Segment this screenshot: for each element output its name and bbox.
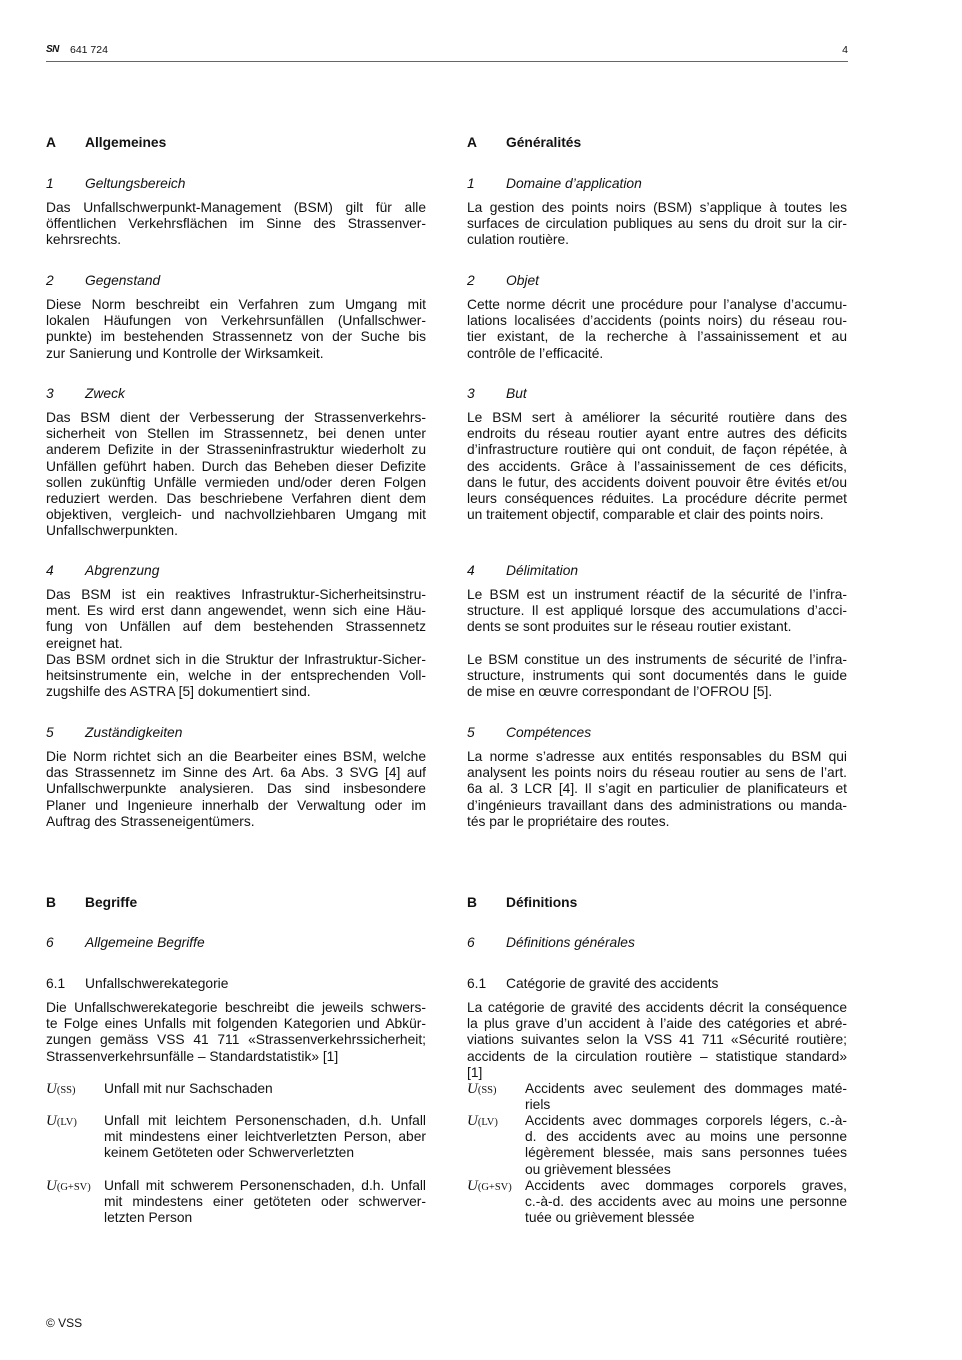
definition-term	[467, 1113, 525, 1178]
section-title: Catégorie de gravité des accidents	[506, 976, 719, 991]
term-subscript: (G+SV)	[477, 1182, 512, 1193]
text-line: Auftrag des Strasseneigentümers.	[46, 813, 255, 829]
section-number: 5	[46, 725, 54, 740]
text-line: zur Sanierung und Kontrolle der Wirksamkeit.	[46, 345, 324, 361]
text-line: ment. Es wird erst dann angewendet, wenn sich eine Häu-	[46, 603, 426, 619]
section-title: Zweck	[85, 386, 125, 401]
section-6-1-text	[467, 1000, 847, 1081]
text-line: culation routière.	[467, 232, 570, 248]
section-number: 6.1	[467, 976, 487, 991]
section-5-heading	[46, 725, 426, 741]
text-line: letzten Person	[104, 1210, 193, 1226]
section-2-heading	[46, 273, 426, 289]
part-a-heading	[46, 135, 426, 151]
text-line: lations localisées d’accidents (points noirs) du réseau rou-	[467, 313, 847, 329]
section-title: But	[506, 386, 527, 401]
definition-u-g-sv	[467, 1178, 847, 1227]
text-line: Unfällen geführt haben. Durch das Beheben dieser Defizite	[46, 458, 426, 474]
section-4-heading	[467, 563, 847, 579]
section-number: 4	[46, 563, 54, 578]
section-3-heading	[467, 386, 847, 402]
german-column	[46, 0, 426, 1360]
definition-term	[46, 1178, 104, 1227]
text-line: riels	[525, 1097, 551, 1113]
term-symbol: U	[46, 1081, 57, 1097]
section-1-text	[467, 200, 847, 249]
part-letter: A	[467, 135, 477, 150]
text-line: Accidents avec dommages corporels graves,	[525, 1178, 847, 1193]
text-line: te Folge eines Unfalls mit folgenden Kategorien und Abkür-	[46, 1016, 426, 1032]
text-line: zugshilfe des ASTRA [5] dokumentiert sind.	[46, 684, 311, 700]
text-line: Le BSM sert à améliorer la sécurité routière dans des	[467, 410, 847, 425]
section-6-1-text	[46, 1000, 426, 1065]
term-subscript: (SS)	[56, 1085, 76, 1096]
text-line: Strassenverkehrsunfälle – Standardstatistik» [1]	[46, 1048, 339, 1064]
text-line: mit mindestens einer getöteten oder schwerver-	[104, 1194, 426, 1210]
text-line: surfaces de circulation publiques au sens du droit sur la cir-	[467, 216, 847, 232]
text-line: la plus grave d’un accident à l’aide des catégories et abré-	[467, 1016, 847, 1032]
term-subscript: (LV)	[477, 1117, 498, 1128]
section-number: 1	[46, 176, 54, 191]
text-line: mit mindestens einer leichtverletzten Person, aber	[104, 1129, 426, 1145]
section-title: Définitions générales	[506, 935, 635, 950]
section-title: Compétences	[506, 725, 592, 740]
text-line: accidents de la circulation routière – statistique standard»	[467, 1048, 847, 1064]
text-line: d’ingénieurs travaillant dans des administrations ou manda-	[467, 797, 847, 813]
section-number: 3	[467, 386, 475, 401]
text-line: La norme s’adresse aux entités responsables du BSM qui	[467, 749, 847, 764]
part-b-heading	[467, 895, 847, 911]
section-number: 5	[467, 725, 475, 740]
section-4-text	[467, 587, 847, 636]
definition-term	[46, 1081, 104, 1099]
text-line: sicherheit von Stellen im Strassennetz, bei denen unter	[46, 426, 426, 442]
text-line: structure. Il est appliqué lorsque des accumulations d’acci-	[467, 603, 847, 619]
section-6-heading	[467, 935, 847, 951]
term-subscript: (SS)	[477, 1085, 497, 1096]
section-1-text	[46, 200, 426, 249]
text-line: kehrsrechts.	[46, 232, 122, 248]
section-title: Domaine d’application	[506, 176, 642, 191]
text-line: contrôle de l’efficacité.	[467, 345, 604, 361]
definition-text	[525, 1081, 847, 1113]
part-title: Généralités	[506, 135, 582, 150]
section-number: 2	[46, 273, 54, 288]
section-6-1-heading	[46, 976, 426, 992]
part-letter: B	[467, 895, 477, 910]
text-line: Cette norme décrit une procédure pour l’analyse d’accumu-	[467, 297, 847, 312]
part-letter: B	[46, 895, 56, 910]
text-line: zungen gemäss VSS 41 711 «Strassenverkehrssicherheit;	[46, 1032, 426, 1048]
text-line: Das BSM dient der Verbesserung der Strassenverkehrs-	[46, 410, 426, 425]
part-title: Begriffe	[85, 895, 138, 910]
french-column	[467, 0, 847, 1360]
text-line: reduziert werden. Das beschriebene Verfahren dient dem	[46, 491, 426, 507]
definition-text	[104, 1113, 426, 1162]
text-line: anderem Defizite in der Strasseninfrastruktur wiederholt zu	[46, 442, 426, 458]
section-number: 3	[46, 386, 54, 401]
definition-text	[104, 1178, 426, 1227]
page-number: 4	[842, 44, 848, 56]
definition-term	[46, 1113, 104, 1162]
part-letter: A	[46, 135, 56, 150]
text-line: dans le futur, des accidents doivent pouvoir être évités et/ou	[467, 474, 847, 490]
term-symbol: U	[467, 1178, 478, 1194]
part-title: Allgemeines	[85, 135, 167, 150]
text-line: tés par le propriétaire des routes.	[467, 813, 670, 829]
section-number: 4	[467, 563, 475, 578]
section-2-text	[467, 297, 847, 362]
section-4-text-2	[467, 652, 847, 701]
section-2-text	[46, 297, 426, 362]
text-line: La gestion des points noirs (BSM) s’applique à toutes les	[467, 200, 847, 215]
text-line: dents se sont produites sur le réseau routier existant.	[467, 619, 792, 635]
text-line: ou grièvement blessées	[525, 1161, 671, 1177]
section-1-heading	[46, 176, 426, 192]
section-title: Unfallschwerekategorie	[85, 976, 229, 991]
term-symbol: U	[467, 1113, 478, 1129]
section-5-heading	[467, 725, 847, 741]
section-4-text	[46, 587, 426, 652]
text-line: légèrement blessée, mais sans personnes tuées	[525, 1145, 847, 1161]
definition-u-ss	[46, 1081, 426, 1099]
text-line: Das BSM ist ein reaktives Infrastruktur-Sicherheitsinstru-	[46, 587, 426, 602]
text-line: 6a al. 3 LCR [4]. Il s’agit en particulier de planificateurs et	[467, 781, 847, 797]
text-line: tuée ou grièvement blessée	[525, 1210, 695, 1226]
definition-term	[467, 1178, 525, 1227]
definition-u-lv	[46, 1113, 426, 1162]
definition-u-ss	[467, 1081, 847, 1113]
part-title: Définitions	[506, 895, 578, 910]
text-line: Die Norm richtet sich an die Bearbeiter eines BSM, welche	[46, 749, 426, 764]
sn-logo: SN	[46, 44, 59, 55]
definition-text	[525, 1178, 847, 1227]
text-line: Le BSM constitue un des instruments de sécurité de l’infra-	[467, 652, 847, 667]
text-line: heitsinstrumente ein, welche in der entsprechenden Voll-	[46, 668, 426, 684]
part-a-heading	[467, 135, 847, 151]
text-line: Diese Norm beschreibt ein Verfahren zum Umgang mit	[46, 297, 426, 312]
part-b-heading	[46, 895, 426, 911]
text-line: Accidents avec dommages corporels légers, c.-à-	[525, 1113, 847, 1128]
section-6-heading	[46, 935, 426, 951]
text-line: keinem Getöteten oder Schwerverletzten	[104, 1145, 355, 1161]
text-line: La catégorie de gravité des accidents décrit la conséquence	[467, 1000, 847, 1015]
text-line: leurs conséquences réduites. La procédure décrite permet	[467, 491, 847, 507]
section-3-text	[467, 410, 847, 523]
text-line: Planer und Ingenieure innerhalb der Verwaltung oder im	[46, 797, 426, 813]
text-line: Unfall mit schwerem Personenschaden, d.h. Unfall	[104, 1178, 426, 1193]
section-title: Allgemeine Begriffe	[85, 935, 205, 950]
copyright-footer: © VSS	[46, 1316, 83, 1330]
section-number: 1	[467, 176, 475, 191]
text-line: sollen zukünftig Unfälle vermieden und/oder deren Folgen	[46, 474, 426, 490]
section-number: 2	[467, 273, 475, 288]
section-number: 6.1	[46, 976, 66, 991]
text-line: endroits du réseau routier ayant entre autres des déficits	[467, 426, 847, 442]
text-line: tier existant, de la recherche à l’assainissement et au	[467, 329, 847, 345]
section-title: Objet	[506, 273, 539, 288]
term-symbol: U	[467, 1081, 478, 1097]
text-line: c.-à-d. des accidents avec au moins une personne	[525, 1194, 847, 1210]
text-line: Die Unfallschwerekategorie beschreibt die jeweils schwers-	[46, 1000, 426, 1015]
text-line: analysent les points noirs du réseau routier au sens de l’art.	[467, 765, 847, 781]
section-number: 6	[467, 935, 475, 950]
text-line: Unfallschwerpunkte analysieren. Das sind insbesondere	[46, 781, 426, 797]
definition-term	[467, 1081, 525, 1113]
definition-text	[104, 1081, 426, 1099]
text-line: d’infrastructure routière qui ont conduit, de façon répétée, à	[467, 442, 847, 458]
text-line: öffentlichen Verkehrsflächen im Sinne des Strassenver-	[46, 216, 426, 232]
section-title: Gegenstand	[85, 273, 161, 288]
section-title: Abgrenzung	[85, 563, 160, 578]
section-5-text	[467, 749, 847, 830]
section-title: Zuständigkeiten	[85, 725, 183, 740]
text-line: Accidents avec seulement des dommages maté-	[525, 1081, 847, 1096]
text-line: punkte) im bestehenden Strassennetz von der Suche bis	[46, 329, 426, 345]
text-line: structure, instruments qui sont documentés dans le guide	[467, 668, 847, 684]
term-symbol: U	[46, 1113, 57, 1129]
section-number: 6	[46, 935, 54, 950]
term-symbol: U	[46, 1178, 57, 1194]
text-line: des accidents. Grâce à l’assainissement de ces déficits,	[467, 458, 847, 474]
text-line: Le BSM est un instrument réactif de la sécurité de l’infra-	[467, 587, 847, 602]
section-3-heading	[46, 386, 426, 402]
section-1-heading	[467, 176, 847, 192]
definition-u-g-sv	[46, 1178, 426, 1227]
term-subscript: (LV)	[56, 1117, 77, 1128]
text-line: d. des accidents avec au moins une personne	[525, 1129, 847, 1145]
text-line: Unfall mit leichtem Personenschaden, d.h. Unfall	[104, 1113, 426, 1128]
section-4-heading	[46, 563, 426, 579]
text-line: objektiven, vergleich- und nachvollziehbaren Umgang mit	[46, 507, 426, 523]
text-line: [1]	[467, 1064, 483, 1080]
definition-text	[525, 1113, 847, 1178]
text-line: Das BSM ordnet sich in die Struktur der Infrastruktur-Sicher-	[46, 652, 426, 667]
section-4-text-2	[46, 652, 426, 701]
text-line: fung von Unfällen auf dem bestehenden Strassennetz	[46, 619, 426, 635]
text-line: un traitement objectif, comparable et clair des points noirs.	[467, 507, 824, 523]
definition-u-lv	[467, 1113, 847, 1178]
section-3-text	[46, 410, 426, 540]
text-line: Unfall mit nur Sachschaden	[104, 1081, 273, 1096]
document-number: 641 724	[70, 44, 108, 56]
section-5-text	[46, 749, 426, 830]
text-line: Das Unfallschwerpunkt-Management (BSM) gilt für alle	[46, 200, 426, 215]
text-line: Unfallschwerpunkten.	[46, 523, 178, 539]
text-line: de mise en œuvre correspondant de l’OFROU [5].	[467, 684, 773, 700]
section-title: Geltungsbereich	[85, 176, 186, 191]
text-line: lokalen Häufungen von Verkehrsunfällen (Unfallschwer-	[46, 313, 426, 329]
text-line: ereignet hat.	[46, 635, 123, 651]
text-line: viations suivantes selon la VSS 41 711 «Sécurité routière;	[467, 1032, 847, 1048]
text-line: das Strassennetz im Sinne des Art. 6a Abs. 3 SVG [4] auf	[46, 765, 426, 781]
section-6-1-heading	[467, 976, 847, 992]
section-title: Délimitation	[506, 563, 579, 578]
term-subscript: (G+SV)	[56, 1182, 91, 1193]
section-2-heading	[467, 273, 847, 289]
